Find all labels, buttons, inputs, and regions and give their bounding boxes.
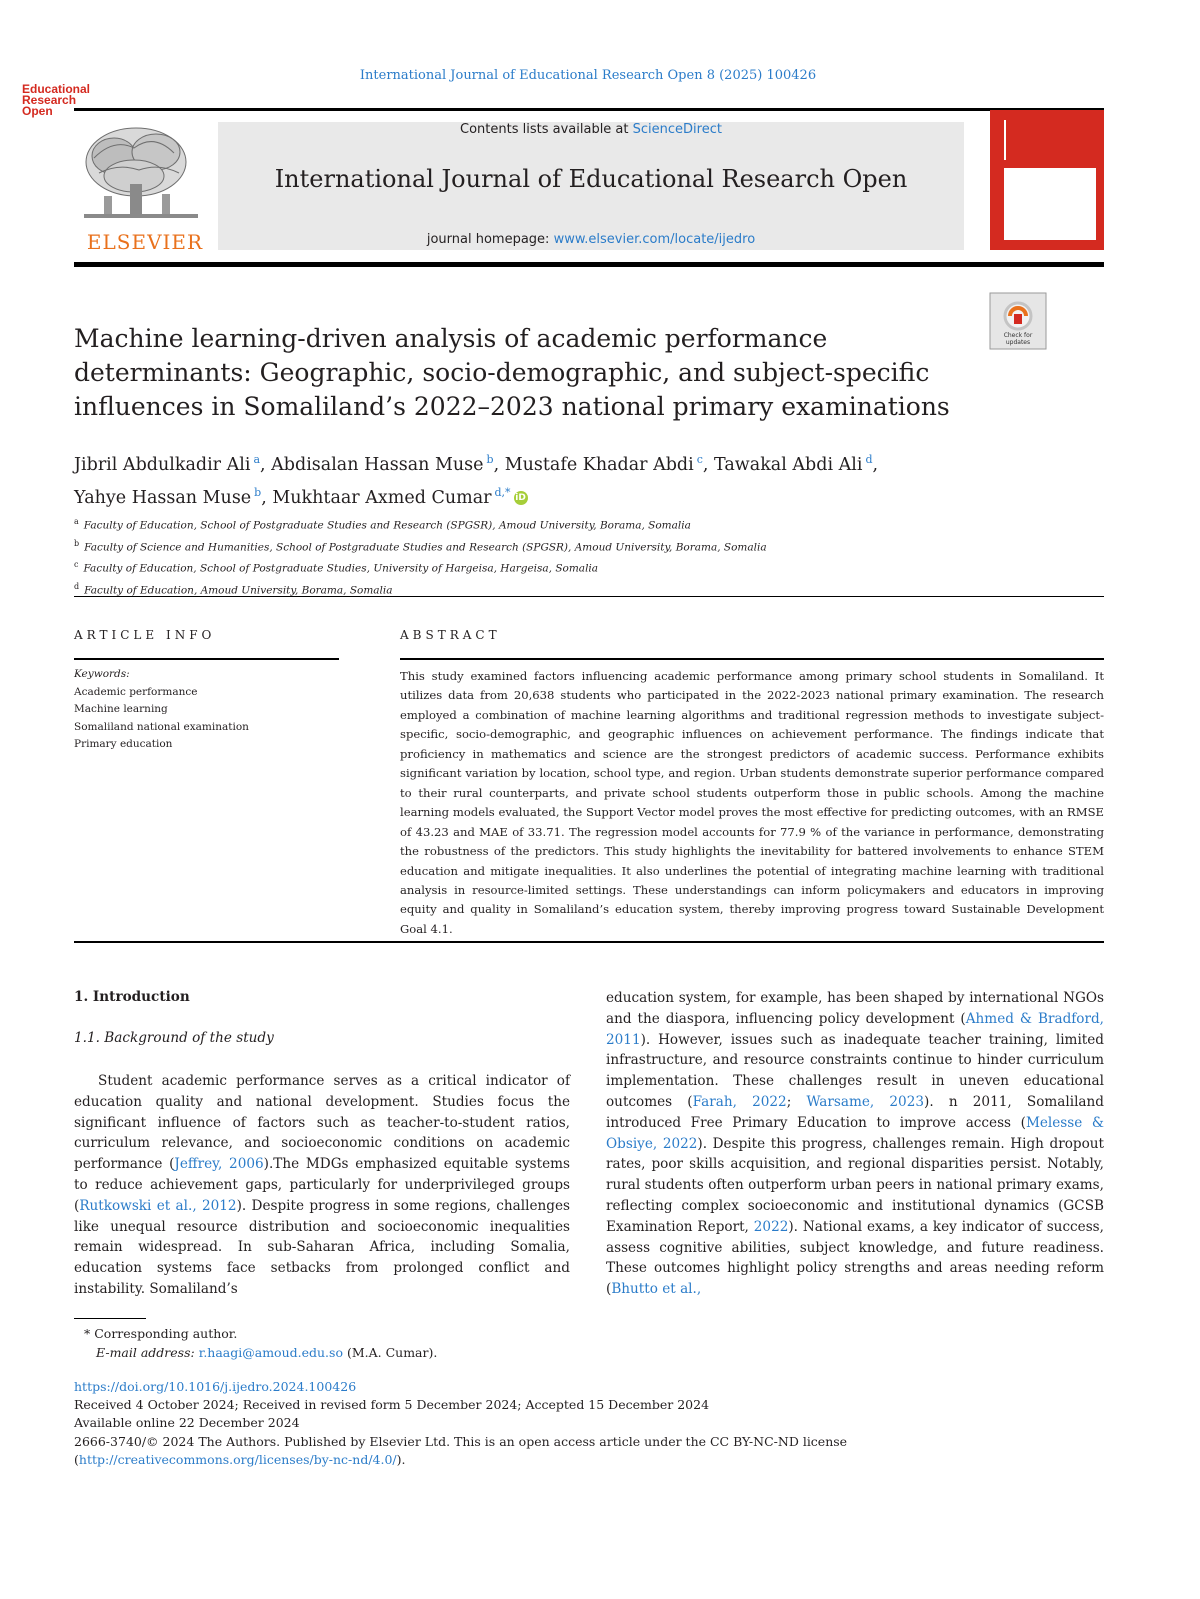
abstract-rule [400,658,1104,660]
affiliations [74,513,974,599]
journal-citation[interactable]: International Journal of Educational Research Open 8 (2025) 100426 [359,68,817,83]
license-line: 2666-3740/© 2024 The Authors. Published by Elsevier Ltd. This is an open access article under the CC BY-NC-ND license (http://creativecommons.org/licenses/by-nc-nd/4.0/). [74,1433,848,1467]
author[interactable]: Abdisalan Hassan Muse $^b$ [271,453,494,475]
citation-link[interactable]: Jeffrey, 2006 [174,1156,264,1173]
citation-link[interactable]: Rutkowski et al., 2012 [79,1197,237,1214]
keyword: Primary education [74,738,173,750]
author[interactable]: Mukhtaar Axmed Cumar $^{d,*}$ [272,485,511,508]
homepage-prefix: journal homepage: [426,232,554,247]
keyword: Machine learning [74,703,168,715]
contents-prefix: Contents lists available at [460,122,633,137]
check-for-updates-badge[interactable] [989,292,1047,350]
citation-link[interactable]: Warsame, 2023 [806,1093,925,1110]
author[interactable]: Yahye Hassan Muse $^b$ [74,485,262,508]
contents-line [218,122,964,137]
affiliation: $^c$ Faculty of Education, School of Postgraduate Studies, University of Hargeisa, Hargeisa, Somalia [74,560,599,575]
elsevier-logo [74,118,216,254]
author[interactable]: Jibril Abdulkadir Ali $^a$ [74,453,261,475]
body-right-column: education system, for example, has been shaped by international NGOs and the diaspora, influencing policy development (Ahmed & Bradford, 2011). However, issues such as inadequate teacher training, limited infrastructure, and resource constraints continue to hinder curriculum implementation. These challenges result in uneven educational outcomes (Farah, 2022; Warsame, 2023). n 2011, Somaliland introduced Free Primary Education to improve access (Melesse & Obsiye, 2022). Despite this progress, challenges remain. High dropout rates, poor skills acquisition, and regional disparities persist. Notably, rural students often outperform urban peers in national primary exams, reflecting complex socioeconomic and institutional dynamics (GCSB Examination Report, 2022). National exams, a key indicator of success, assess cognitive abilities, subject knowledge, and future readiness. These outcomes highlight policy strengths and areas needing reform (Bhutto et al., [606,990,1105,1298]
homepage-link[interactable]: www.elsevier.com/locate/ijedro [553,232,756,247]
citation-link[interactable]: Melesse & Obsiye, 2022 [606,1114,1104,1152]
section-heading: 1. Introduction [74,989,190,1005]
license-link[interactable]: http://creativecommons.org/licenses/by-nc-nd/4.0/ [78,1451,397,1467]
orcid-icon[interactable]: iD [515,493,526,504]
citation-link[interactable]: Bhutto et al., [611,1281,702,1298]
abstract-heading: ABSTRACT [400,628,501,642]
author[interactable]: Tawakal Abdi Ali $^d$ [714,453,873,475]
masthead-bottom-rule [74,262,1104,267]
abstract-text: This study examined factors influencing academic performance among primary school students in Somaliland. It utilizes data from 20,638 students who participated in the 2022-2023 national primary examination. The research employed a combination of machine learning algorithms and traditional regression methods to investigate subject-specific, socio-demographic, and geographic influences on achievement performance. The findings indicate that proficiency in mathematics and science are the strongest predictors of academic success. Performance exhibits significant variation by location, school type, and region. Urban students demonstrate superior performance compared to their rural counterparts, and private school students outperform those in public schools. Among the machine learning models evaluated, the Support Vector model proves the most effective for predicting outcomes, with an RMSE of 43.23 and MAE of 33.71. The regression model accounts for 77.9 % of the variance in performance, demonstrating the robustness of the predictors. This study highlights the inevitability for battered involvements to enhance STEM education and mitigate inequalities. It also underlines the potential of integrating machine learning with traditional analysis in resource-limited settings. These understandings can inform policymakers and educators in improving equity and quality in Somaliland’s education system, thereby improving progress toward Sustainable Development Goal 4.1. [400,669,1104,936]
keyword: Somaliland national examination [74,720,249,733]
author[interactable]: Mustafe Khadar Abdi $^c$ [504,453,703,475]
badge-label: Check for updates [1003,332,1033,346]
citation-link[interactable]: Ahmed & Bradford, 2011 [606,1010,1105,1048]
sciencedirect-link[interactable]: ScienceDirect [632,122,722,137]
affiliation: $^a$ Faculty of Education, School of Postgraduate Studies and Research (SPGSR), Amoud University, Borama, Somalia [74,517,691,532]
available-online: Available online 22 December 2024 [74,1415,300,1431]
keywords-label: Keywords: [74,668,130,680]
email-link[interactable]: r.haagi@amoud.edu.so [198,1345,343,1360]
citation-link[interactable]: 2022 [753,1218,789,1235]
footnote [74,1324,674,1362]
citation-link[interactable]: Farah, 2022 [692,1093,787,1110]
affiliation-rule [74,596,1104,597]
article-info-rule [74,658,339,660]
article-info-heading: ARTICLE INFO [74,628,216,642]
article-meta [74,1378,1104,1469]
keyword: Academic performance [74,685,198,698]
masthead-top-rule [74,108,1104,111]
received-dates: Received 4 October 2024; Received in revised form 5 December 2024; Accepted 15 December 2024 [74,1397,710,1413]
homepage-line [218,232,964,247]
abstract-bottom-rule [74,941,1104,943]
author-list: Jibril Abdulkadir Ali $^a$, Abdisalan Hassan Muse $^b$, Mustafe Khadar Abdi $^c$, Tawakal Abdi Ali $^d$, Yahye Hassan Muse $^b$, Mukhtaar Axmed Cumar $^{d,*}$ iD [74,453,879,508]
elsevier-wordmark: ELSEVIER [86,230,204,254]
affiliation: $^b$ Faculty of Science and Humanities, School of Postgraduate Studies and Research (SPGSR), Amoud University, Borama, Somalia [74,538,767,553]
subsection-heading: 1.1. Background of the study [74,1030,274,1046]
affiliation: $^d$ Faculty of Education, Amoud University, Borama, Somalia [74,581,393,596]
journal-cover[interactable] [990,110,1104,250]
cover-title: Educational Research Open [22,82,91,118]
email-note: E-mail address: r.haagi@amoud.edu.so (M.A. Cumar). [96,1345,438,1360]
journal-name: International Journal of Educational Research Open [274,165,908,193]
corresponding-note: * Corresponding author. [84,1326,238,1341]
doi-link[interactable]: https://doi.org/10.1016/j.ijedro.2024.100426 [74,1379,357,1394]
article-title: Machine learning-driven analysis of academic performance determinants: Geographic, socio-demographic, and subject-specific influences in Somaliland’s 2022–2023 national primary examinations [74,324,950,421]
footnote-rule [74,1318,146,1319]
cover-panel [1004,168,1096,240]
keywords-block [74,666,374,754]
body-left-column: Student academic performance serves as a critical indicator of education quality and national development. Studies focus the significant influence of factors such as teacher-to-student ratios, curriculum relevance, and socioeconomic conditions on academic performance (Jeffrey, 2006).The MDGs emphasized equitable systems to reduce achievement gaps, particularly for underprivileged groups (Rutkowski et al., 2012). Despite progress in some regions, challenges like unequal resource distribution and socioeconomic inequalities remain widespread. In sub-Saharan Africa, including Somalia, education systems face setbacks from prolonged conflict and instability. Somaliland’s [74,1073,571,1297]
cover-decoration [1004,120,1036,160]
